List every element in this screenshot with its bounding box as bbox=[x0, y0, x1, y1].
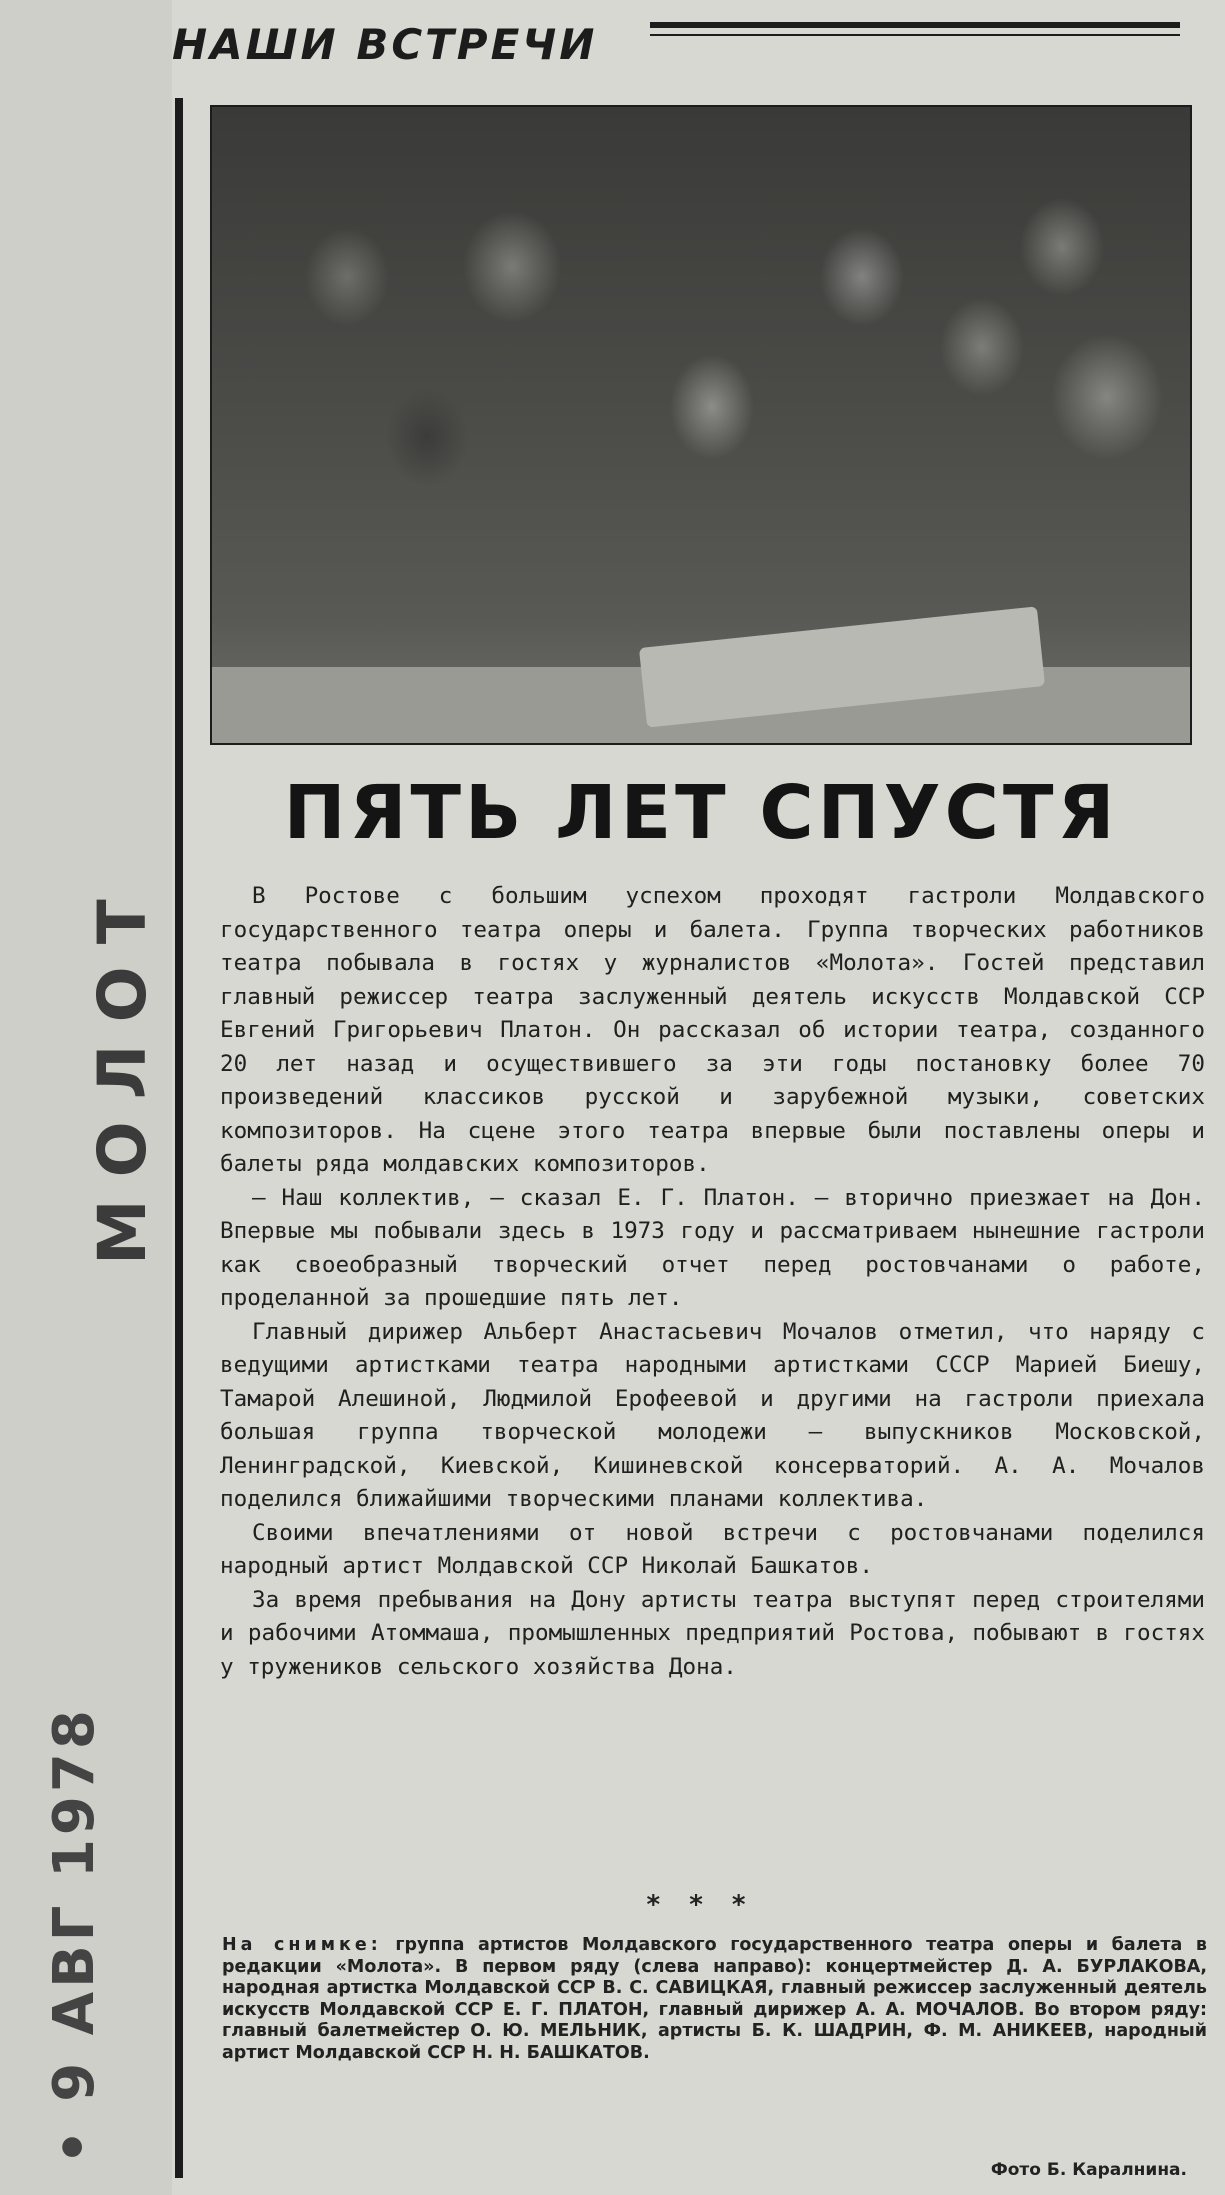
margin-date-stamp: • 9 АВГ 1978 bbox=[42, 1706, 107, 2165]
paragraph: — Наш коллектив, — сказал Е. Г. Платон. — вторично приезжает на Дон. Впервые мы побывали здесь в 1973 году и рассматриваем нынешние гастроли как своеобразный творческий отчет перед ростовчанами о работе, проделанной за прошедшие пять лет. bbox=[220, 1184, 1205, 1311]
section-separator: * * * bbox=[646, 1890, 756, 1920]
rubric-rule bbox=[650, 22, 1180, 28]
group-photo bbox=[210, 105, 1192, 745]
paragraph: Главный дирижер Альберт Анастасьевич Мочалов отметил, что наряду с ведущими артистками театра народными артистками СССР Марией Биешу, Тамарой Алешиной, Людмилой Ерофеевой и другими на гастроли приехала большая группа творческой молодежи — выпускников Московской, Ленинградской, Киевской, Кишиневской консерваторий. А. А. Мочалов поделился ближайшими творческими планами коллектива. bbox=[220, 1318, 1205, 1512]
paragraph: В Ростове с большим успехом проходят гастроли Молдавского государственного театра оперы и балета. Группа творческих работников театра побывала в гостях у журналистов «Молота». Гостей представил главный режиссер театра заслуженный деятель искусств Молдавской ССР Евгений Григорьевич Платон. Он рассказал об истории театра, созданного 20 лет назад и осуществившего за эти годы постановку более 70 произведений классиков русской и зарубежной музыки, советских композиторов. На сцене этого театра впервые были поставлены оперы и балеты ряда молдавских композиторов. bbox=[220, 883, 1205, 1177]
caption-text: группа артистов Молдавского государственного театра оперы и балета в редакции «Молота». В первом ряду (слева направо): концертмейстер Д. А. БУРЛАКОВА, народная артистка Молдавской ССР В. С. САВИЦКАЯ, главный режиссер заслуженный деятель искусств Молдавской ССР Е. Г. ПЛАТОН, главный дирижер А. А. МОЧАЛОВ. Во втором ряду: главный балетмейстер О. Ю. МЕЛЬНИК, артисты Б. К. ШАДРИН, Ф. М. АНИКЕЕВ, народный артист Молдавской ССР Н. Н. БАШКАТОВ. bbox=[222, 1935, 1207, 2063]
column-rule bbox=[175, 98, 183, 2178]
caption-lead: На снимке: bbox=[222, 1935, 382, 1955]
article-headline: ПЯТЬ ЛЕТ СПУСТЯ bbox=[283, 770, 1119, 856]
rubric-rule-thin bbox=[650, 34, 1180, 36]
section-rubric: НАШИ ВСТРЕЧИ bbox=[172, 20, 598, 69]
article-body bbox=[220, 880, 1205, 1684]
paragraph: Своими впечатлениями от новой встречи с ростовчанами поделился народный артист Молдавской ССР Николай Башкатов. bbox=[220, 1519, 1205, 1579]
photo-credit: Фото Б. Каралнина. bbox=[990, 2160, 1187, 2180]
margin-newspaper-stamp: МОЛОТ bbox=[84, 877, 161, 1265]
photo-caption bbox=[222, 1935, 1207, 2064]
paragraph: За время пребывания на Дону артисты театра выступят перед строителями и рабочими Атоммаша, промышленных предприятий Ростова, побывают в гостях у тружеников сельского хозяйства Дона. bbox=[220, 1586, 1205, 1680]
